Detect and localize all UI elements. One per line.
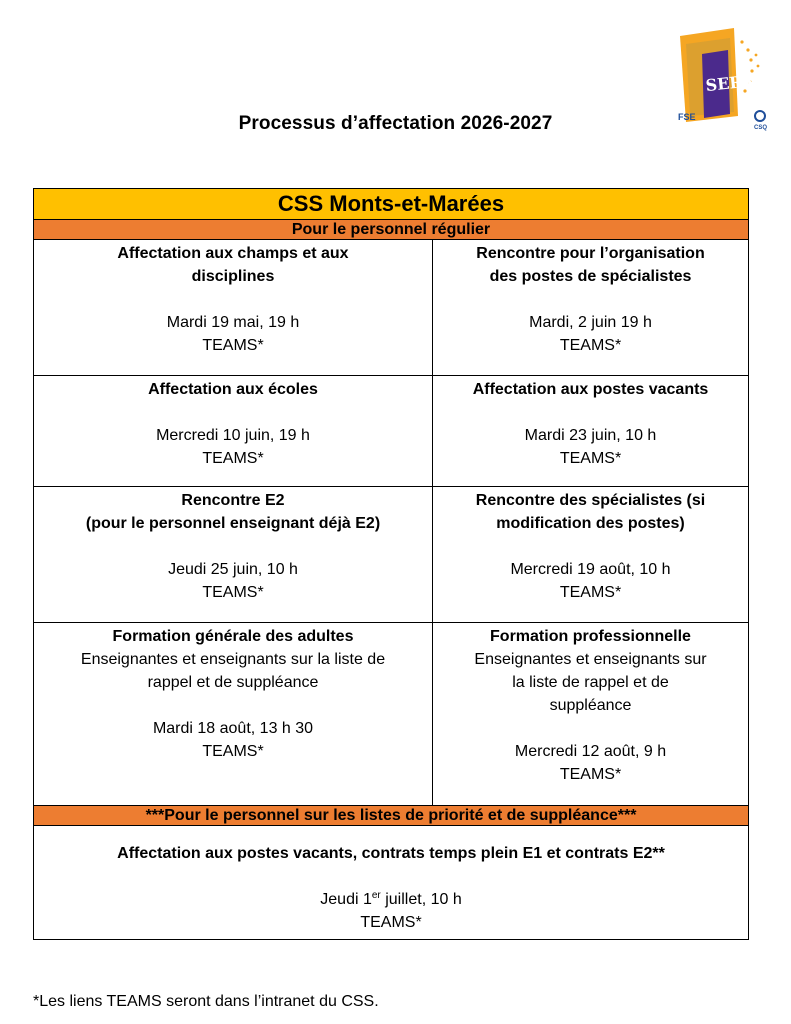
footnote: *Les liens TEAMS seront dans l’intranet du CSS. [33,993,379,1010]
logo-text: SERM [704,70,762,96]
event-cell [34,623,433,806]
event-date: Mercredi 10 juin, 19 h [156,427,310,444]
event-platform: TEAMS* [559,766,622,783]
logo-csq-mark: CSQ [754,125,768,131]
event-date: Mardi 23 juin, 10 h [524,427,657,444]
event-audience: suppléance [549,697,632,714]
event-heading: des postes de spécialistes [489,268,692,285]
event-heading: Formation professionnelle [490,628,691,645]
event-audience: Enseignantes et enseignants sur la liste de [80,651,386,668]
org-header: CSS Monts-et-Marées [34,189,749,220]
event-cell [34,487,433,623]
event-platform: TEAMS* [202,743,264,760]
event-platform: TEAMS* [202,337,264,354]
event-heading: Formation générale des adultes [112,628,354,645]
event-cell [433,623,749,806]
priority-event-platform: TEAMS* [360,914,422,931]
event-audience: la liste de rappel et de [512,674,669,691]
event-cell [34,376,433,487]
priority-event-cell [34,826,749,940]
event-heading: Affectation aux écoles [148,381,318,398]
event-date: Mardi, 2 juin 19 h [529,314,652,331]
event-cell [433,487,749,623]
event-heading: (pour le personnel enseignant déjà E2) [85,515,381,532]
event-heading: Affectation aux champs et aux [117,245,349,262]
event-cell [433,376,749,487]
event-date: Jeudi 25 juin, 10 h [168,561,298,578]
priority-event-date: Jeudi 1er juillet, 10 h [320,890,462,908]
event-platform: TEAMS* [559,337,622,354]
event-heading: Rencontre des spécialistes (si [475,492,706,509]
schedule-table [33,188,749,940]
event-date: Mercredi 12 août, 9 h [514,743,667,760]
section-regular-header: Pour le personnel régulier [34,220,749,240]
event-heading: Rencontre pour l’organisation [476,245,705,262]
event-date: Mardi 18 août, 13 h 30 [152,720,314,737]
event-heading: disciplines [191,268,275,285]
logo-fse-mark: FSE [678,112,696,122]
page-title: Processus d’affectation 2026-2027 [238,113,553,134]
event-audience: rappel et de suppléance [147,674,319,691]
event-date: Mardi 19 mai, 19 h [166,314,300,331]
event-heading: modification des postes) [496,515,685,532]
event-platform: TEAMS* [559,584,622,601]
event-date: Mercredi 19 août, 10 h [510,561,671,578]
event-platform: TEAMS* [202,584,264,601]
event-platform: TEAMS* [559,450,622,467]
event-heading: Rencontre E2 [181,492,285,509]
event-cell [433,240,749,376]
event-audience: Enseignantes et enseignants sur [474,651,707,668]
event-heading: Affectation aux postes vacants [472,381,709,398]
priority-event-heading: Affectation aux postes vacants, contrats temps plein E1 et contrats E2** [117,845,665,862]
event-cell [34,240,433,376]
section-priority-header: ***Pour le personnel sur les listes de priorité et de suppléance*** [34,806,749,826]
event-platform: TEAMS* [202,450,264,467]
